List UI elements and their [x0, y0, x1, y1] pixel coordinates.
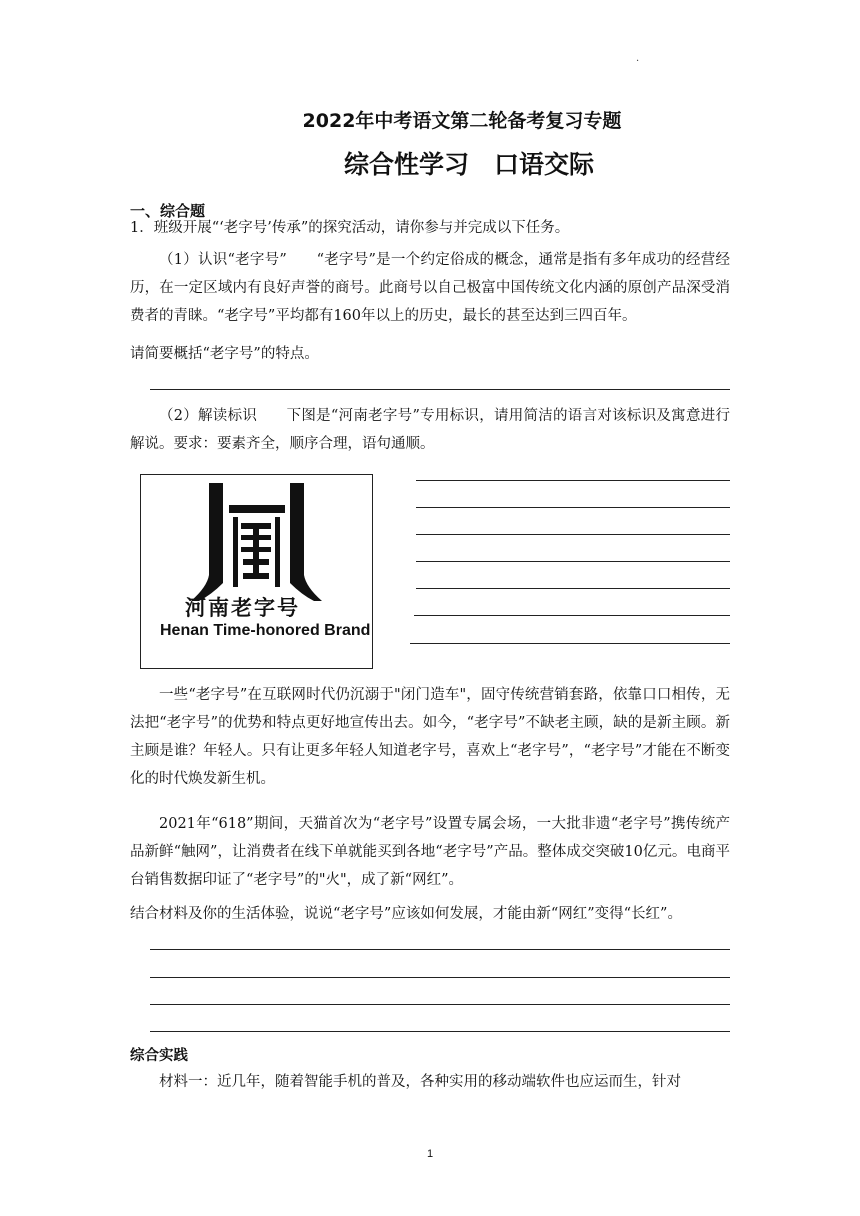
answer-line[interactable]: [150, 977, 730, 978]
henan-laozihao-emblem-icon: [141, 483, 372, 603]
page-subtitle: [0, 145, 860, 181]
answer-line[interactable]: [416, 534, 730, 535]
question-part-3-ask: 结合材料及你的生活体验，说说“老字号”应该如何发展，才能由新“网红”变得“长红”。: [130, 906, 682, 922]
question-part-1-ask: 请简要概括“老字号”的特点。: [130, 346, 319, 362]
answer-line[interactable]: [150, 949, 730, 950]
logo-chinese-text: 河南老字号: [185, 596, 300, 620]
answer-line[interactable]: [416, 480, 730, 481]
material-paragraph-2: 2021年“618”期间，天猫首次为“老字号”设置专属会场，一大批非遗“老字号”携传统产品新鲜“触网”，让消费者在线下单就能买到各地“老字号”产品。整体成交突破10亿元。电商平台销售数据印证了“老字号”的"火"，成了新“网红”。: [130, 816, 730, 888]
section-heading-2: 综合实践: [130, 1048, 188, 1064]
page-subtitle-text: 综合性学习 口语交际: [343, 150, 594, 179]
answer-line[interactable]: [416, 588, 730, 589]
material-paragraph-3: 材料一：近几年，随着智能手机的普及，各种实用的移动端软件也应运而生，针对: [159, 1074, 681, 1090]
logo-english-text: Henan Time-honored Brand: [160, 622, 371, 639]
page-title: [0, 106, 860, 133]
answer-line[interactable]: [150, 1031, 730, 1032]
answer-line[interactable]: [416, 507, 730, 508]
answer-line[interactable]: [410, 643, 730, 644]
page-title-text: 2022年中考语文第二轮备考复习专题: [302, 110, 622, 132]
question-part-1: （1）认识“老字号” “老字号”是一个约定俗成的概念，通常是指有多年成功的经营经历，在一定区域内有良好声誉的商号。此商号以自己极富中国传统文化内涵的原创产品深受消费者的青睐。“老字号”平均都有160年以上的历史，最长的甚至达到三四百年。: [130, 252, 730, 324]
page-number: 1: [426, 1148, 434, 1160]
answer-line[interactable]: [416, 561, 730, 562]
answer-line[interactable]: [414, 615, 730, 616]
answer-line[interactable]: [150, 1004, 730, 1005]
question-intro: 1．班级开展“‘老字号’传承”的探究活动，请你参与并完成以下任务。: [130, 220, 570, 236]
header-dot: ·: [636, 56, 640, 67]
question-part-2: （2）解读标识 下图是“河南老字号”专用标识，请用简洁的语言对该标识及寓意进行解说。要求：要素齐全，顺序合理，语句通顺。: [130, 408, 730, 452]
answer-line[interactable]: [150, 389, 730, 390]
material-paragraph-1: 一些“老字号”在互联网时代仍沉溺于"闭门造车"，固守传统营销套路，依靠口口相传，无法把“老字号”的优势和特点更好地宣传出去。如今，“老字号”不缺老主顾，缺的是新主顾。新主顾是谁？年轻人。只有让更多年轻人知道老字号，喜欢上“老字号”，“老字号”才能在不断变化的时代焕发新生机。: [130, 687, 730, 787]
section-heading-1: 一、综合题: [130, 202, 206, 220]
